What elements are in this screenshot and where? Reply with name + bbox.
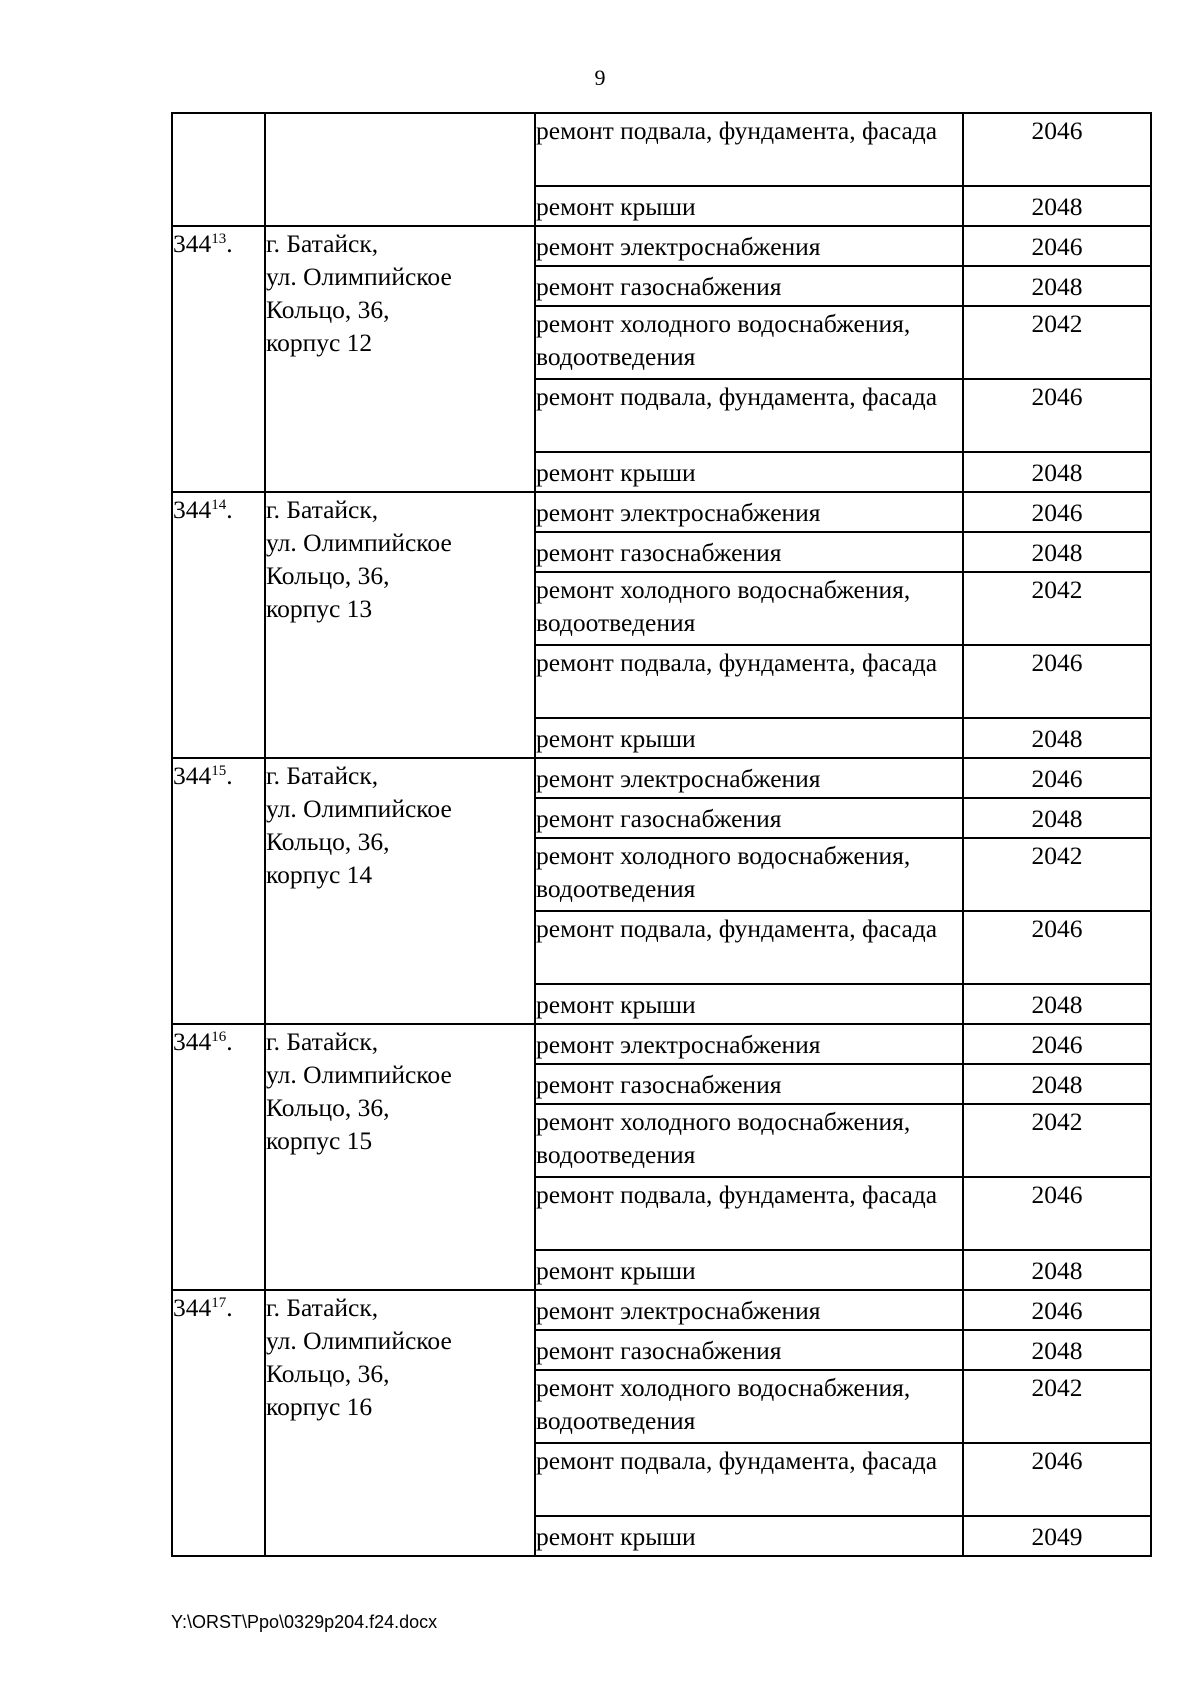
- work-type-cell: ремонт крыши: [535, 452, 963, 492]
- address-line: г. Батайск,: [266, 1027, 379, 1056]
- year-cell: 2049: [963, 1516, 1151, 1556]
- item-number-superscript: 14: [211, 497, 227, 513]
- item-number: 344: [173, 761, 212, 790]
- item-number-suffix: .: [226, 1293, 233, 1322]
- year-cell: 2048: [963, 1064, 1151, 1104]
- year-cell: 2046: [963, 645, 1151, 718]
- address-line: ул. Олимпийское: [266, 1326, 452, 1355]
- year-cell: 2048: [963, 452, 1151, 492]
- item-number-superscript: 15: [211, 763, 227, 779]
- work-type-cell: ремонт холодного водоснабжения, водоотведения: [535, 838, 963, 911]
- work-type-cell: ремонт крыши: [535, 1250, 963, 1290]
- work-type-cell: ремонт газоснабжения: [535, 266, 963, 306]
- page-number: 9: [594, 65, 606, 90]
- item-number-suffix: .: [226, 1027, 233, 1056]
- item-number-superscript: 13: [211, 231, 227, 247]
- work-type-cell: ремонт холодного водоснабжения, водоотведения: [535, 1104, 963, 1177]
- year-cell: 2048: [963, 186, 1151, 226]
- work-type-cell: ремонт газоснабжения: [535, 1330, 963, 1370]
- item-number-suffix: .: [226, 229, 233, 258]
- address-line: г. Батайск,: [266, 761, 379, 790]
- work-type-cell: ремонт крыши: [535, 186, 963, 226]
- address-cell: [265, 1290, 535, 1556]
- year-cell: 2046: [963, 1177, 1151, 1250]
- table-row: [172, 226, 1151, 266]
- work-type-cell: ремонт подвала, фундамента, фасада: [535, 379, 963, 452]
- item-number-cell: [172, 226, 265, 492]
- work-type-cell: ремонт холодного водоснабжения, водоотведения: [535, 572, 963, 645]
- address-line: г. Батайск,: [266, 229, 379, 258]
- address-line: корпус 13: [266, 594, 373, 623]
- year-cell: 2046: [963, 379, 1151, 452]
- year-cell: 2046: [963, 1443, 1151, 1516]
- address-line: г. Батайск,: [266, 495, 379, 524]
- address-line: Кольцо, 36,: [266, 295, 390, 324]
- table-row: [172, 1290, 1151, 1330]
- address-cell: [265, 492, 535, 758]
- file-path-footer: Y:\ORST\Ppo\0329p204.f24.docx: [171, 1612, 438, 1632]
- table-body: [172, 113, 1151, 1556]
- year-cell: 2048: [963, 1250, 1151, 1290]
- year-cell: 2046: [963, 1024, 1151, 1064]
- work-type-cell: ремонт холодного водоснабжения, водоотведения: [535, 1370, 963, 1443]
- year-cell: 2042: [963, 572, 1151, 645]
- work-type-cell: ремонт холодного водоснабжения, водоотведения: [535, 306, 963, 379]
- item-number-superscript: 16: [211, 1029, 227, 1045]
- work-type-cell: ремонт электроснабжения: [535, 226, 963, 266]
- item-number: 344: [173, 1293, 212, 1322]
- item-number-cell: [172, 758, 265, 1024]
- table-row: [172, 113, 1151, 186]
- year-cell: 2046: [963, 492, 1151, 532]
- year-cell: 2046: [963, 758, 1151, 798]
- work-type-cell: ремонт подвала, фундамента, фасада: [535, 911, 963, 984]
- work-type-cell: ремонт электроснабжения: [535, 492, 963, 532]
- year-cell: 2048: [963, 718, 1151, 758]
- address-line: Кольцо, 36,: [266, 1093, 390, 1122]
- table-row: [172, 758, 1151, 798]
- work-type-cell: ремонт подвала, фундамента, фасада: [535, 645, 963, 718]
- item-number-cell: [172, 1290, 265, 1556]
- item-number-suffix: .: [226, 761, 233, 790]
- work-type-cell: ремонт крыши: [535, 984, 963, 1024]
- address-line: корпус 12: [266, 328, 373, 357]
- work-type-cell: ремонт подвала, фундамента, фасада: [535, 113, 963, 186]
- item-number: 344: [173, 229, 212, 258]
- work-type-cell: ремонт электроснабжения: [535, 1024, 963, 1064]
- table-row: [172, 492, 1151, 532]
- address-line: г. Батайск,: [266, 1293, 379, 1322]
- year-cell: 2048: [963, 532, 1151, 572]
- item-number-suffix: .: [226, 495, 233, 524]
- year-cell: 2046: [963, 113, 1151, 186]
- year-cell: 2048: [963, 798, 1151, 838]
- work-type-cell: ремонт подвала, фундамента, фасада: [535, 1443, 963, 1516]
- address-line: Кольцо, 36,: [266, 561, 390, 590]
- item-number-superscript: 17: [211, 1295, 227, 1311]
- work-type-cell: ремонт газоснабжения: [535, 798, 963, 838]
- address-line: ул. Олимпийское: [266, 262, 452, 291]
- year-cell: 2042: [963, 1104, 1151, 1177]
- address-cell: [265, 226, 535, 492]
- address-cell: [265, 113, 535, 226]
- address-line: корпус 15: [266, 1126, 373, 1155]
- address-line: ул. Олимпийское: [266, 1060, 452, 1089]
- work-type-cell: ремонт газоснабжения: [535, 532, 963, 572]
- address-line: ул. Олимпийское: [266, 528, 452, 557]
- address-cell: [265, 758, 535, 1024]
- item-number: 344: [173, 1027, 212, 1056]
- year-cell: 2048: [963, 984, 1151, 1024]
- address-cell: [265, 1024, 535, 1290]
- address-line: корпус 14: [266, 860, 373, 889]
- work-type-cell: ремонт электроснабжения: [535, 758, 963, 798]
- address-line: Кольцо, 36,: [266, 1359, 390, 1388]
- year-cell: 2046: [963, 1290, 1151, 1330]
- address-line: ул. Олимпийское: [266, 794, 452, 823]
- address-line: Кольцо, 36,: [266, 827, 390, 856]
- work-type-cell: ремонт крыши: [535, 718, 963, 758]
- year-cell: 2042: [963, 1370, 1151, 1443]
- item-number-cell: [172, 492, 265, 758]
- work-type-cell: ремонт электроснабжения: [535, 1290, 963, 1330]
- year-cell: 2042: [963, 838, 1151, 911]
- year-cell: 2046: [963, 911, 1151, 984]
- work-type-cell: ремонт газоснабжения: [535, 1064, 963, 1104]
- item-number-cell: [172, 1024, 265, 1290]
- work-type-cell: ремонт подвала, фундамента, фасада: [535, 1177, 963, 1250]
- table-row: [172, 1024, 1151, 1064]
- address-line: корпус 16: [266, 1392, 373, 1421]
- item-number: 344: [173, 495, 212, 524]
- year-cell: 2046: [963, 226, 1151, 266]
- work-type-cell: ремонт крыши: [535, 1516, 963, 1556]
- number-cell: [172, 113, 265, 226]
- repair-schedule-table: [171, 112, 1152, 1557]
- year-cell: 2042: [963, 306, 1151, 379]
- year-cell: 2048: [963, 1330, 1151, 1370]
- year-cell: 2048: [963, 266, 1151, 306]
